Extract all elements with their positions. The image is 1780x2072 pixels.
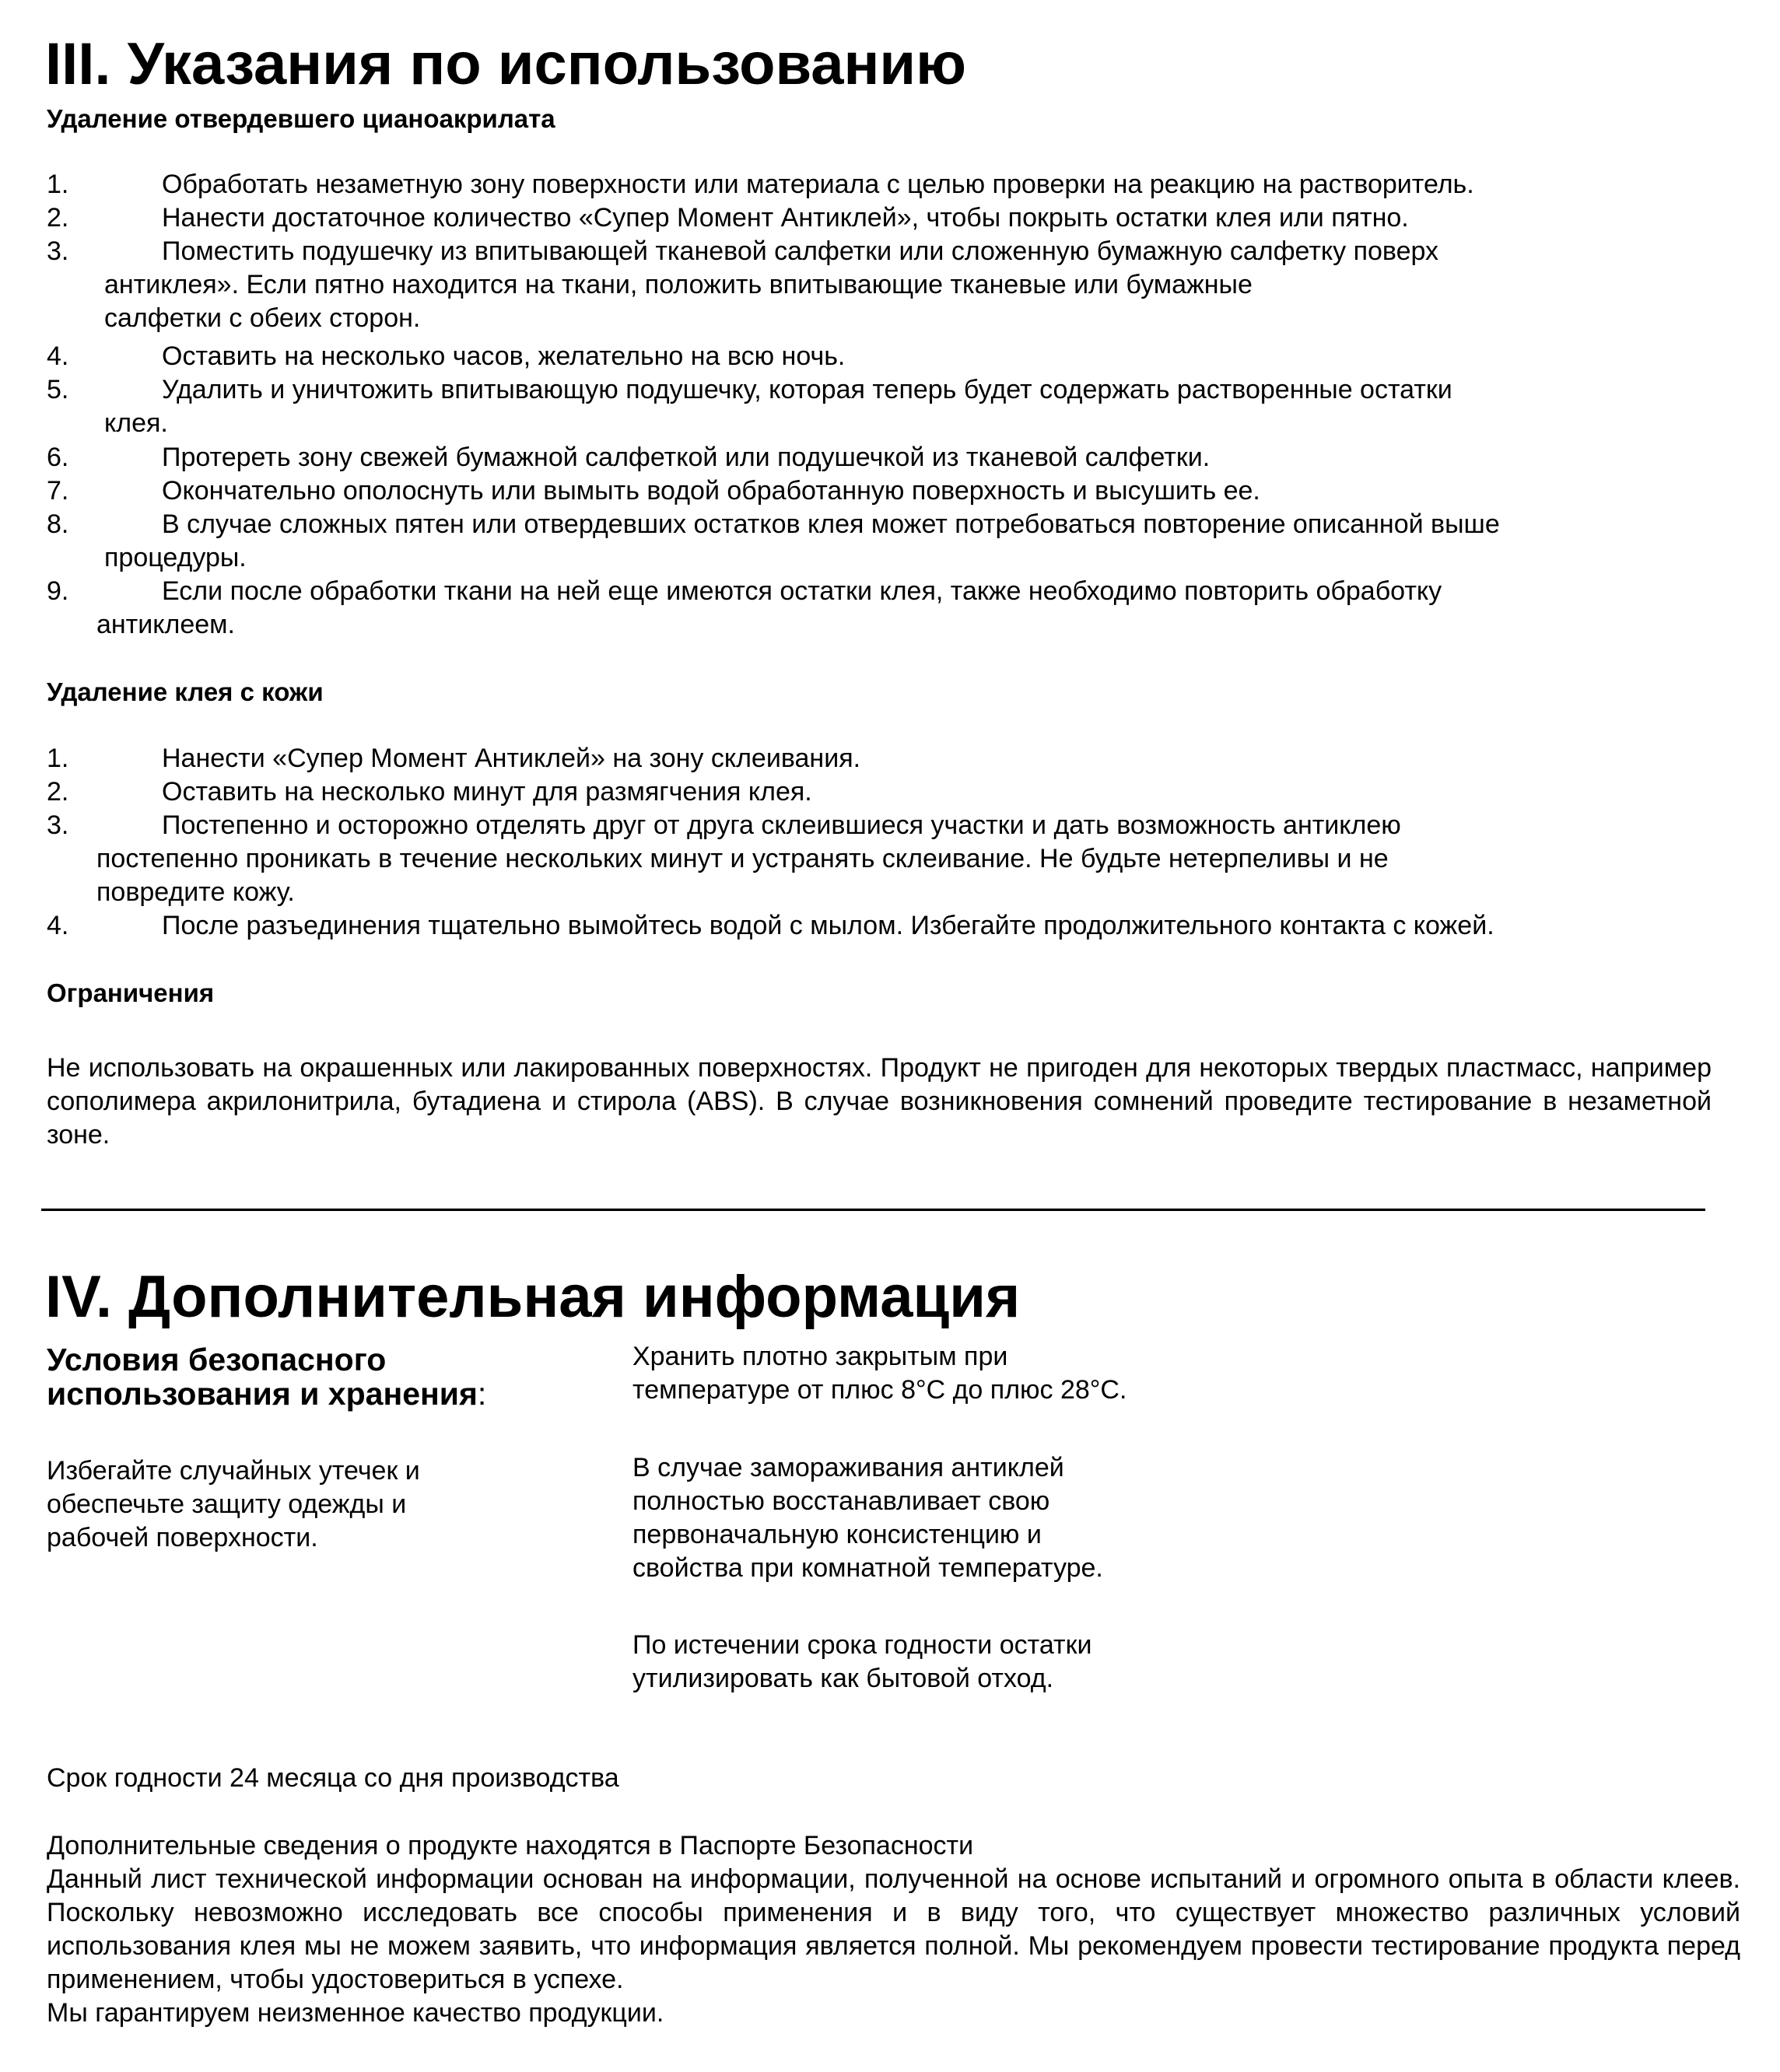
list-item-text: Протереть зону свежей бумажной салфеткой или подушечкой из тканевой салфетки. [162, 443, 1211, 472]
disposal-text: По истечении срока годности остатки утилизировать как бытовой отход. [632, 1630, 1092, 1693]
list-item-text: Если после обработки ткани на ней еще имеются остатки клея, также необходимо повторить обработку [162, 576, 1442, 606]
section-3-title: III. Указания по использованию [45, 31, 967, 97]
sds-note-text: Дополнительные сведения о продукте находятся в Паспорте Безопасности [47, 1831, 974, 1860]
list-item-number: 4. [47, 341, 69, 371]
list-item-number: 1. [47, 744, 69, 773]
subsection-heading-skin-removal: Удаление клея с кожи [47, 677, 324, 706]
list-item-number: 2. [47, 203, 69, 233]
list-item-text-continued: клея. [104, 408, 168, 438]
section-4-title: IV. Дополнительная информация [45, 1264, 1021, 1330]
storage-conditions-heading [47, 1342, 591, 1411]
section-divider [41, 1208, 1705, 1211]
list-item-number: 3. [47, 810, 69, 840]
disclaimer-paragraph: Данный лист технической информации основан на информации, полученной на основе испытаний и огромного опыта в области клеев. Поскольку невозможно исследовать все способы применения и в виду того, что существует множество различных условий использования клея мы не можем заявить, что информация является полной. Мы рекомендуем провести тестирование продукта перед применением, чтобы удостовериться в успехе. [47, 1864, 1740, 1994]
list-item-text-continued: салфетки с обеих сторон. [104, 303, 421, 333]
quality-guarantee-text: Мы гарантируем неизменное качество продукции. [47, 1998, 664, 2028]
list-item-number: 4. [47, 911, 69, 940]
list-item-number: 1. [47, 170, 69, 199]
subsection-heading-cured-removal: Удаление отвердевшего цианоакрилата [47, 104, 555, 133]
list-item-text-continued: антиклея». Если пятно находится на ткани, положить впитывающие тканевые или бумажные [104, 270, 1253, 299]
list-item-text-continued: повредите кожу. [96, 877, 295, 907]
list-item-number: 7. [47, 476, 69, 506]
list-item-text: Нанести «Супер Момент Антиклей» на зону склеивания. [162, 744, 861, 773]
list-item-number: 9. [47, 576, 69, 606]
list-item-text: Окончательно ополоснуть или вымыть водой обработанную поверхность и высушить ее. [162, 476, 1260, 506]
list-item-number: 6. [47, 443, 69, 472]
list-item-text: Обработать незаметную зону поверхности или материала с целью проверки на реакцию на растворитель. [162, 170, 1474, 199]
list-item-text: После разъединения тщательно вымойтесь водой с мылом. Избегайте продолжительного контакта с кожей. [162, 911, 1494, 940]
storage-conditions-heading-colon: : [477, 1376, 487, 1412]
list-item-number: 2. [47, 777, 69, 807]
shelf-life-text: Срок годности 24 месяца со дня производства [47, 1763, 619, 1793]
list-item-text-continued: антиклеем. [96, 610, 235, 639]
list-item-text: Поместить подушечку из впитывающей тканевой салфетки или сложенную бумажную салфетку поверх [162, 236, 1439, 266]
list-item-text: Удалить и уничтожить впитывающую подушечку, которая теперь будет содержать растворенные остатки [162, 375, 1452, 404]
list-item-text: Постепенно и осторожно отделять друг от друга склеившиеся участки и дать возможность антиклею [162, 810, 1401, 840]
list-item-text: Нанести достаточное количество «Супер Момент Антиклей», чтобы покрыть остатки клея или пятно. [162, 203, 1409, 233]
list-item-text-continued: процедуры. [104, 543, 247, 572]
storage-conditions-heading-text: Условия безопасного использования и хранения [47, 1342, 478, 1412]
list-item-number: 5. [47, 375, 69, 404]
freezing-note-text: В случае замораживания антиклей полностью восстанавливает свою первоначальную консистенцию и свойства при комнатной температуре. [632, 1453, 1103, 1583]
subsection-heading-limitations: Ограничения [47, 978, 215, 1007]
list-item-text: Оставить на несколько минут для размягчения клея. [162, 777, 812, 807]
storage-temperature-text: Хранить плотно закрытым при температуре от плюс 8°C до плюс 28°C. [632, 1342, 1127, 1405]
limitations-paragraph: Не использовать на окрашенных или лакированных поверхностях. Продукт не пригоден для некоторых твердых пластмасс, например сополимера акрилонитрила, бутадиена и стирола (ABS). В случае возникновения сомнений проведите тестирование в незаметной зоне. [47, 1053, 1712, 1150]
list-item-number: 3. [47, 236, 69, 266]
list-item-text: Оставить на несколько часов, желательно на всю ночь. [162, 341, 846, 371]
list-item-number: 8. [47, 509, 69, 539]
list-item-text-continued: постепенно проникать в течение нескольких минут и устранять склеивание. Не будьте нетерпеливы и не [96, 844, 1389, 873]
list-item-text: В случае сложных пятен или отвердевших остатков клея может потребоваться повторение описанной выше [162, 509, 1500, 539]
spill-precaution-text: Избегайте случайных утечек и обеспечьте защиту одежды и рабочей поверхности. [47, 1456, 420, 1552]
